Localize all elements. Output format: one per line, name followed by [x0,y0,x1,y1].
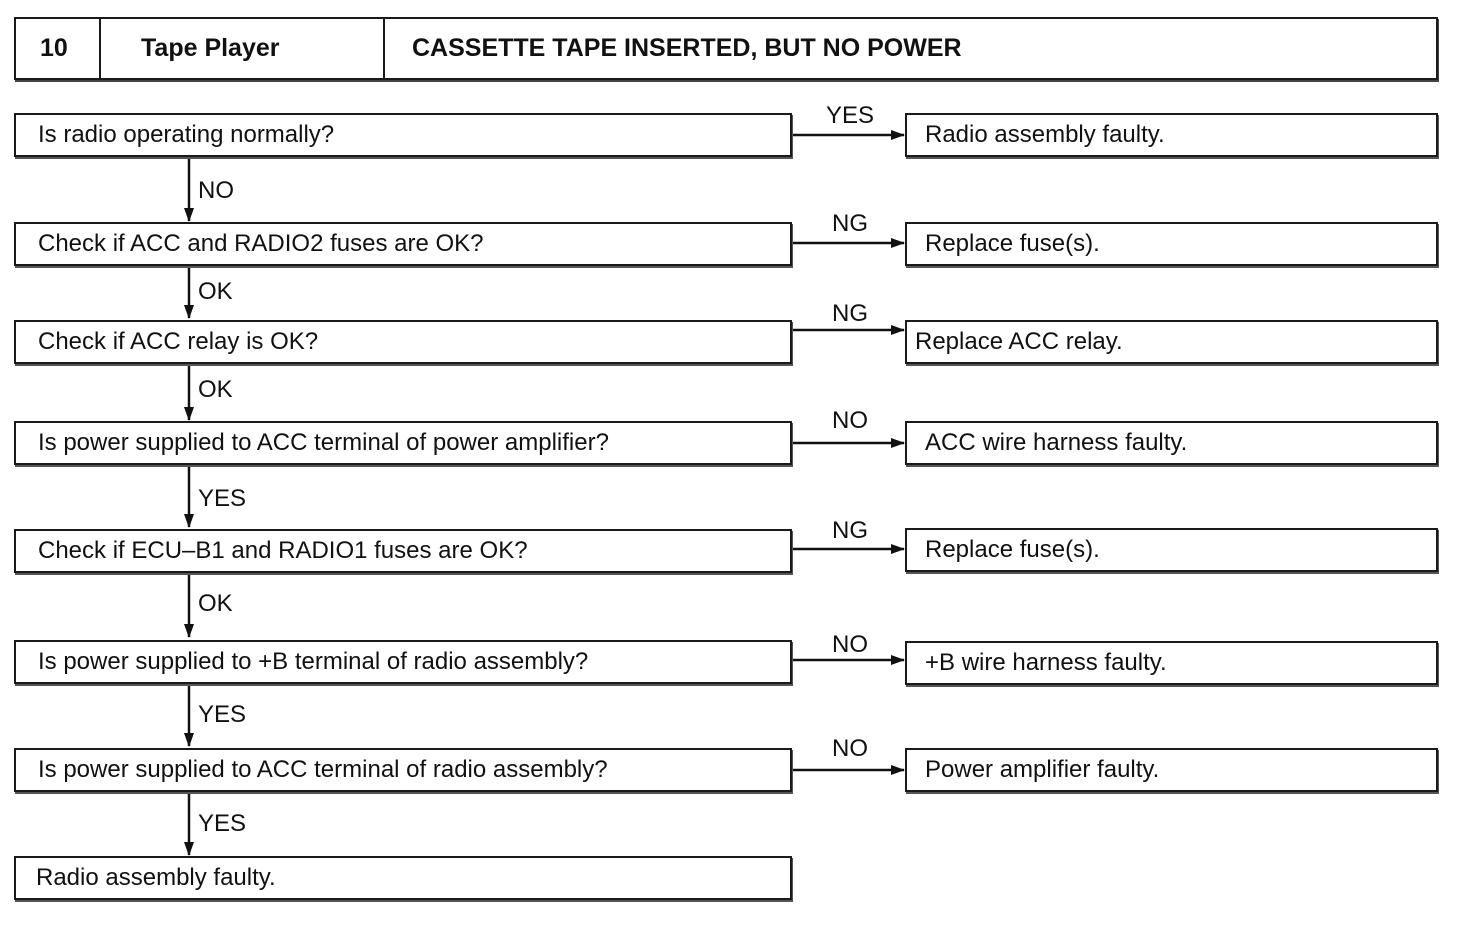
question-box-3: Check if ACC relay is OK? [14,320,792,364]
result-box-4: ACC wire harness faulty. [905,421,1438,465]
branch-label-1: YES [825,102,875,129]
question-box-5: Check if ECU–B1 and RADIO1 fuses are OK? [14,529,792,573]
branch-label-6: NO [832,631,868,658]
branch-label-2: NG [832,210,868,237]
down-label-6: YES [198,701,247,728]
question-box-1: Is radio operating normally? [14,113,792,157]
result-box-2: Replace fuse(s). [905,222,1438,266]
down-label-2: OK [198,278,233,305]
result-box-3: Replace ACC relay. [905,320,1438,364]
down-label-1: NO [198,177,234,204]
down-label-7: YES [198,810,247,837]
final-result-box: Radio assembly faulty. [14,856,792,900]
branch-label-5: NG [832,517,868,544]
header-table [14,17,1438,80]
procedure-number: 10 [16,19,101,78]
section-name: Tape Player [101,19,385,78]
down-label-5: OK [198,590,233,617]
result-box-7: Power amplifier faulty. [905,748,1438,792]
question-box-2: Check if ACC and RADIO2 fuses are OK? [14,222,792,266]
branch-label-3: NG [832,300,868,327]
question-box-6: Is power supplied to +B terminal of radio assembly? [14,640,792,684]
result-box-1: Radio assembly faulty. [905,113,1438,157]
problem-title: CASSETTE TAPE INSERTED, BUT NO POWER [412,34,962,62]
result-box-6: +B wire harness faulty. [905,641,1438,685]
down-label-4: YES [198,485,247,512]
branch-label-4: NO [832,407,868,434]
down-label-3: OK [198,376,233,403]
result-box-5: Replace fuse(s). [905,528,1438,572]
question-box-7: Is power supplied to ACC terminal of radio assembly? [14,748,792,792]
question-box-4: Is power supplied to ACC terminal of power amplifier? [14,421,792,465]
branch-label-7: NO [832,735,868,762]
